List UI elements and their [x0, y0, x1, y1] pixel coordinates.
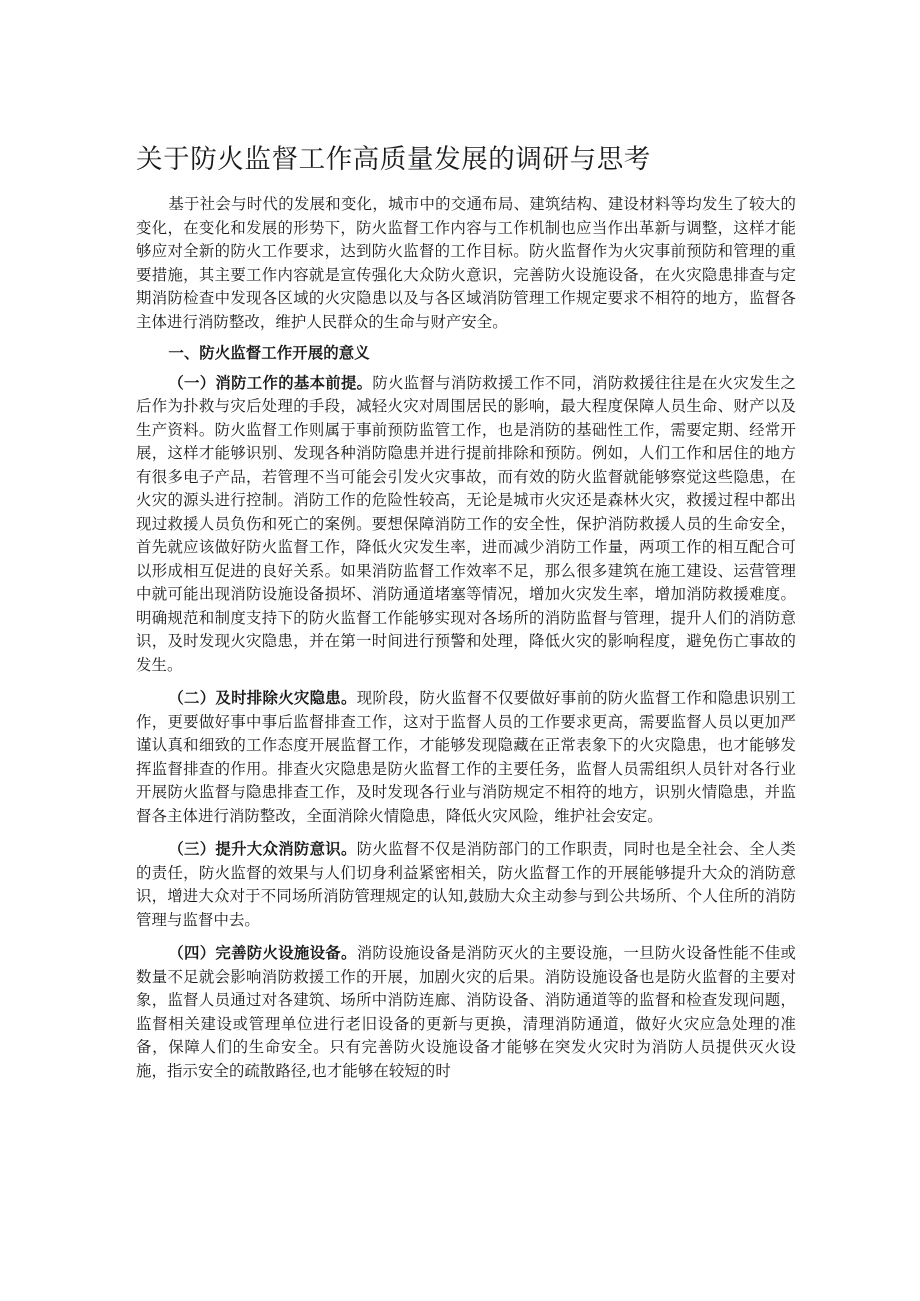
item-paragraph-4 [136, 942, 796, 1083]
item-paragraph-1 [136, 372, 796, 678]
item-lead: （二）及时排除火灾隐患。 [168, 689, 357, 707]
item-paragraph-3 [136, 838, 796, 932]
item-paragraph-2 [136, 687, 796, 828]
item-text: 防火监督与消防救援工作不同，消防救援往往是在火灾发生之后作为扑救与灾后处理的手段，减轻火灾对周围居民的影响，最大程度保障人员生命、财产以及生产资料。防火监督工作则属于事前预防监管工作，也是消防的基础性工作，需要定期、经常开展，这样才能够识别、发现各种消防隐患并进行提前排除和预防。例如，人们工作和居住的地方有很多电子产品，若管理不当可能会引发火灾事故，而有效的防火监督就能够察觉这些隐患，在火灾的源头进行控制。消防工作的危险性较高，无论是城市火灾还是森林火灾，救援过程中都出现过救援人员负伤和死亡的案例。要想保障消防工作的安全性，保护消防救援人员的生命安全，首先就应该做好防火监督工作，降低火灾发生率，进而减少消防工作量，两项工作的相互配合可以形成相互促进的良好关系。如果消防监督工作效率不足，那么很多建筑在施工建设、运营管理中就可能出现消防设施设备损坏、消防通道堵塞等情况，增加火灾发生率，增加消防救援难度。明确规范和制度支持下的防火监督工作能够实现对各场所的消防监督与管理，提升人们的消防意识，及时发现火灾隐患，并在第一时间进行预警和处理，降低火灾的影响程度，避免伤亡事故的发生。 [136, 373, 796, 674]
section-heading: 一、防火监督工作开展的意义 [168, 344, 370, 362]
item-lead: （三）提升大众消防意识。 [168, 840, 357, 858]
item-text: 防火监督不仅是消防部门的工作职责，同时也是全社会、全人类的责任，防火监督的效果与人们切身利益紧密相关，防火监督工作的开展能够提升大众的消防意识，增进大众对于不同场所消防管理规定的认知,鼓励大众主动参与到公共场所、个人住所的消防管理与监督中去。 [136, 840, 796, 929]
document-body [136, 193, 796, 1083]
item-text: 消防设施设备是消防灭火的主要设施，一旦防火设备性能不佳或数量不足就会影响消防救援工作的开展，加剧火灾的后果。消防设施设备也是防火监督的主要对象，监督人员通过对各建筑、场所中消防连廊、消防设备、消防通道等的监督和检查发现问题，监督相关建设或管理单位进行老旧设备的更新与更换，清理消防通道，做好火灾应急处理的准备，保障人们的生命安全。只有完善防火设施设备才能够在突发火灾时为消防人员提供灭火设施，指示安全的疏散路径,也才能够在较短的时 [136, 944, 796, 1080]
item-lead: （一）消防工作的基本前提。 [168, 373, 373, 392]
item-text: 现阶段，防火监督不仅要做好事前的防火监督工作和隐患识别工作，更要做好事中事后监督排查工作，这对于监督人员的工作要求更高，需要监督人员以更加严谨认真和细致的工作态度开展监督工作，才能够发现隐藏在正常表象下的火灾隐患，也才能够发挥监督排查的作用。排查火灾隐患是防火监督工作的主要任务，监督人员需组织人员针对各行业开展防火监督与隐患排查工作，及时发现各行业与消防规定不相符的地方，识别火情隐患，并监督各主体进行消防整改，全面消除火情隐患，降低火灾风险，维护社会安定。 [136, 689, 796, 825]
intro-paragraph: 基于社会与时代的发展和变化，城市中的交通布局、建筑结构、建设材料等均发生了较大的变化，在变化和发展的形势下，防火监督工作内容与工作机制也应当作出革新与调整，这样才能够应对全新的防火工作要求，达到防火监督的工作目标。防火监督作为火灾事前预防和管理的重要措施，其主要工作内容就是宣传强化大众防火意识，完善防火设施设备，在火灾隐患排查与定期消防检查中发现各区域的火灾隐患以及与各区域消防管理工作规定要求不相符的地方，监督各主体进行消防整改，维护人民群众的生命与财产安全。 [136, 195, 796, 331]
document-title: 关于防火监督工作高质量发展的调研与思考 [136, 144, 651, 175]
item-lead: （四）完善防火设施设备。 [168, 944, 357, 962]
